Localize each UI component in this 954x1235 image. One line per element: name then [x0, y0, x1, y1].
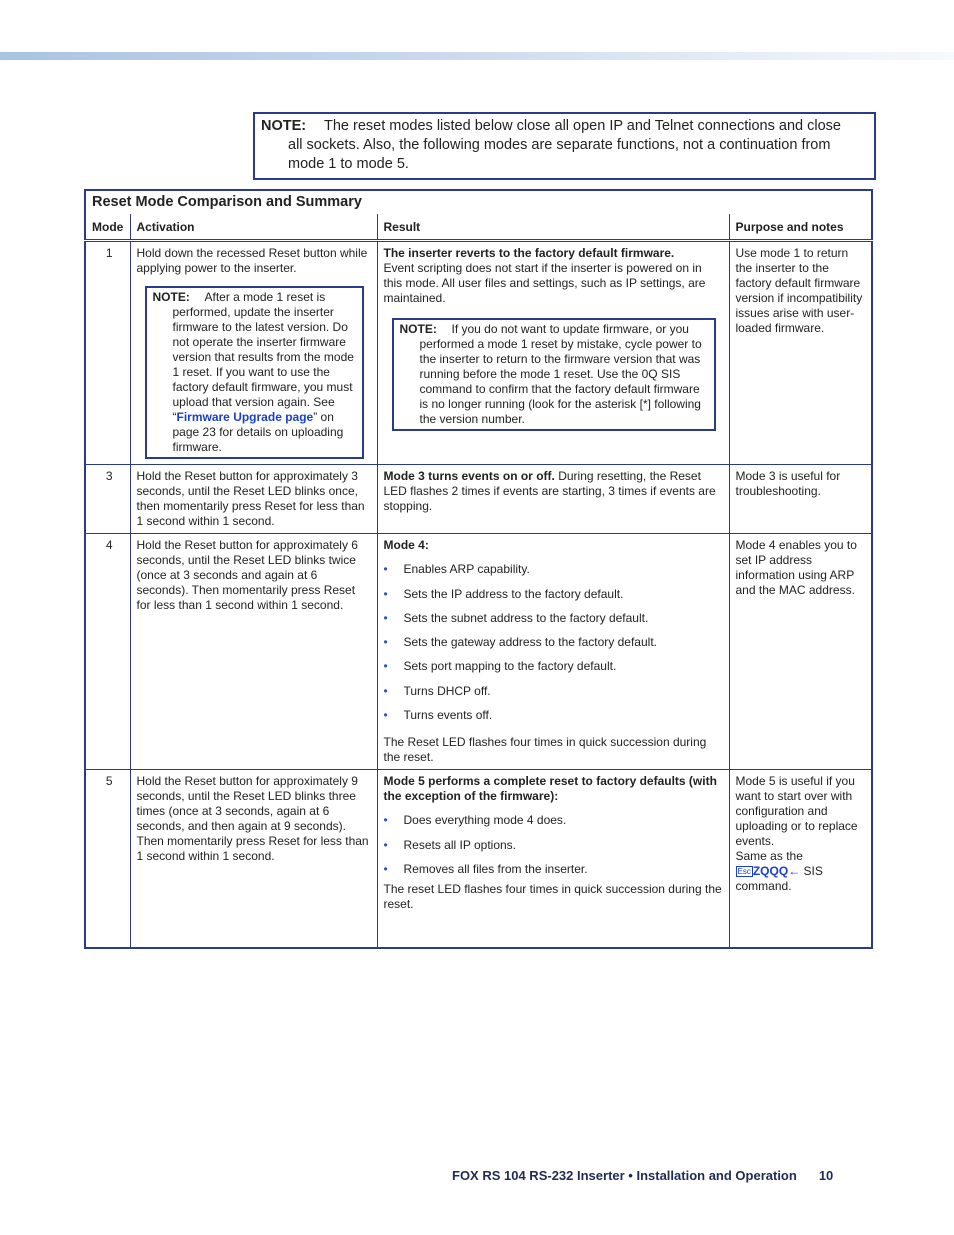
note-label: NOTE: [261, 118, 307, 134]
result-text: During resetting, the Reset LED flashes 2 times if events are starting, 3 times if events are stopping. [383, 469, 716, 513]
mode4-bullet-list [384, 562, 724, 723]
purpose-cell: Mode 3 is useful for troubleshooting. [729, 465, 872, 534]
list-item: • Sets the IP address to the factory default. [384, 587, 724, 602]
reset-note-box [253, 112, 876, 180]
sis-command: ZQQQ [752, 864, 789, 879]
result-cell [377, 465, 729, 534]
purpose-text-3: SIS command. [735, 864, 823, 894]
purpose-text: Mode 5 is useful if you want to start over with configuration and uploading or to replace events. [735, 774, 858, 849]
result-cell [377, 534, 729, 770]
result-text: The Reset LED flashes four times in quick succession during the reset. [383, 735, 707, 765]
reset-mode-table [84, 189, 873, 949]
header-mode: Mode [85, 214, 130, 241]
list-item: • Sets the subnet address to the factory default. [384, 611, 724, 626]
list-item: • Turns DHCP off. [384, 684, 724, 699]
header-color-bar [0, 52, 954, 60]
page-footer [452, 1168, 833, 1183]
firmware-upgrade-link[interactable]: Firmware Upgrade page [176, 410, 314, 424]
footer-title: FOX RS 104 RS-232 Inserter • Installation and Operation [452, 1168, 797, 1183]
mode-number: 5 [85, 770, 130, 948]
result-text: The reset LED flashes four times in quick succession during the reset. [383, 881, 722, 911]
list-item: • Sets the gateway address to the factory default. [384, 635, 724, 650]
result-text: Event scripting does not start if the inserter is powered on in this mode. All user files and settings, such as IP settings, are maintained. [383, 261, 706, 305]
firmware-note-box [145, 286, 364, 459]
activation-cell: Hold the Reset button for approximately 6 seconds, until the Reset LED blinks twice (once at 3 seconds and again at 6 seconds). Then momentarily press Reset for less than 1 second within 1 second. [130, 534, 377, 770]
result-title: Mode 5 performs a complete reset to factory defaults (with the exception of the firmware): [383, 774, 717, 804]
table-title: Reset Mode Comparison and Summary [85, 190, 872, 214]
page-number: 10 [818, 1168, 834, 1183]
header-activation: Activation [130, 214, 377, 241]
activation-cell: Hold the Reset button for approximately 3 seconds, until the Reset LED blinks once, then momentarily press Reset for less than 1 second within 1 second. [130, 465, 377, 534]
purpose-text-2: Same as the [735, 849, 803, 864]
header-purpose: Purpose and notes [729, 214, 872, 241]
purpose-cell [729, 770, 872, 948]
note-text: After a mode 1 reset is performed, update the inserter firmware to the latest version. Do not operate the inserter firmware version that results from the mode 1 reset. If you want to use the factory default firmware, you must upload that version again. See “ [172, 290, 354, 424]
note-text-3: mode 1 to mode 5. [288, 156, 409, 172]
result-title: Mode 4: [383, 538, 429, 552]
note-text-after: ” on page 23 for details on uploading firmware. [172, 410, 344, 454]
table-row [85, 241, 872, 465]
result-cell [377, 241, 729, 465]
table-row [85, 465, 872, 534]
mode-number: 1 [85, 241, 130, 465]
mode-number: 4 [85, 534, 130, 770]
note-text: If you do not want to update firmware, or you performed a mode 1 reset by mistake, cycle power to the inserter to return to the firmware version that was running before the mode 1 reset. Use the 0Q SIS command to confirm that the factory default firmware is no longer running (look for the asterisk [*] following the version number. [419, 322, 702, 426]
table-row [85, 534, 872, 770]
note-label: NOTE: [152, 290, 190, 304]
list-item: • Resets all IP options. [384, 838, 724, 853]
purpose-cell: Mode 4 enables you to set IP address information using ARP and the MAC address. [729, 534, 872, 770]
list-item: • Sets port mapping to the factory default. [384, 659, 724, 674]
note-label: NOTE: [399, 322, 437, 336]
mode5-bullet-list [384, 813, 724, 877]
sis-command-line [736, 864, 867, 894]
activation-text: Hold down the recessed Reset button while applying power to the inserter. [136, 246, 368, 275]
list-item: • Enables ARP capability. [384, 562, 724, 577]
list-item: • Removes all files from the inserter. [384, 862, 724, 877]
table-row [85, 770, 872, 948]
list-item: • Turns events off. [384, 708, 724, 723]
activation-cell: Hold the Reset button for approximately 9 seconds, until the Reset LED blinks three times (once at 3 seconds, again at 6 seconds, and then again at 9 seconds). Then momentarily press Reset for less than 1 second within 1 second. [130, 770, 377, 948]
purpose-cell: Use mode 1 to return the inserter to the factory default firmware version if incompatibility issues arise with user-loaded firmware. [729, 241, 872, 465]
note-line-1 [261, 117, 870, 136]
mode-number: 3 [85, 465, 130, 534]
mode1-note-box [392, 318, 716, 431]
result-cell [377, 770, 729, 948]
result-title: Mode 3 turns events on or off. [383, 469, 555, 483]
table-header-row [85, 214, 872, 241]
note-text-2: all sockets. Also, the following modes are separate functions, not a continuation from [288, 137, 831, 153]
activation-cell [130, 241, 377, 465]
enter-arrow-icon: ← [788, 864, 801, 879]
list-item: • Does everything mode 4 does. [384, 813, 724, 828]
note-text-1: The reset modes listed below close all open IP and Telnet connections and close [324, 118, 841, 134]
result-title: The inserter reverts to the factory default firmware. [383, 246, 675, 260]
header-result: Result [377, 214, 729, 241]
escape-key-icon: Esc [737, 867, 751, 877]
